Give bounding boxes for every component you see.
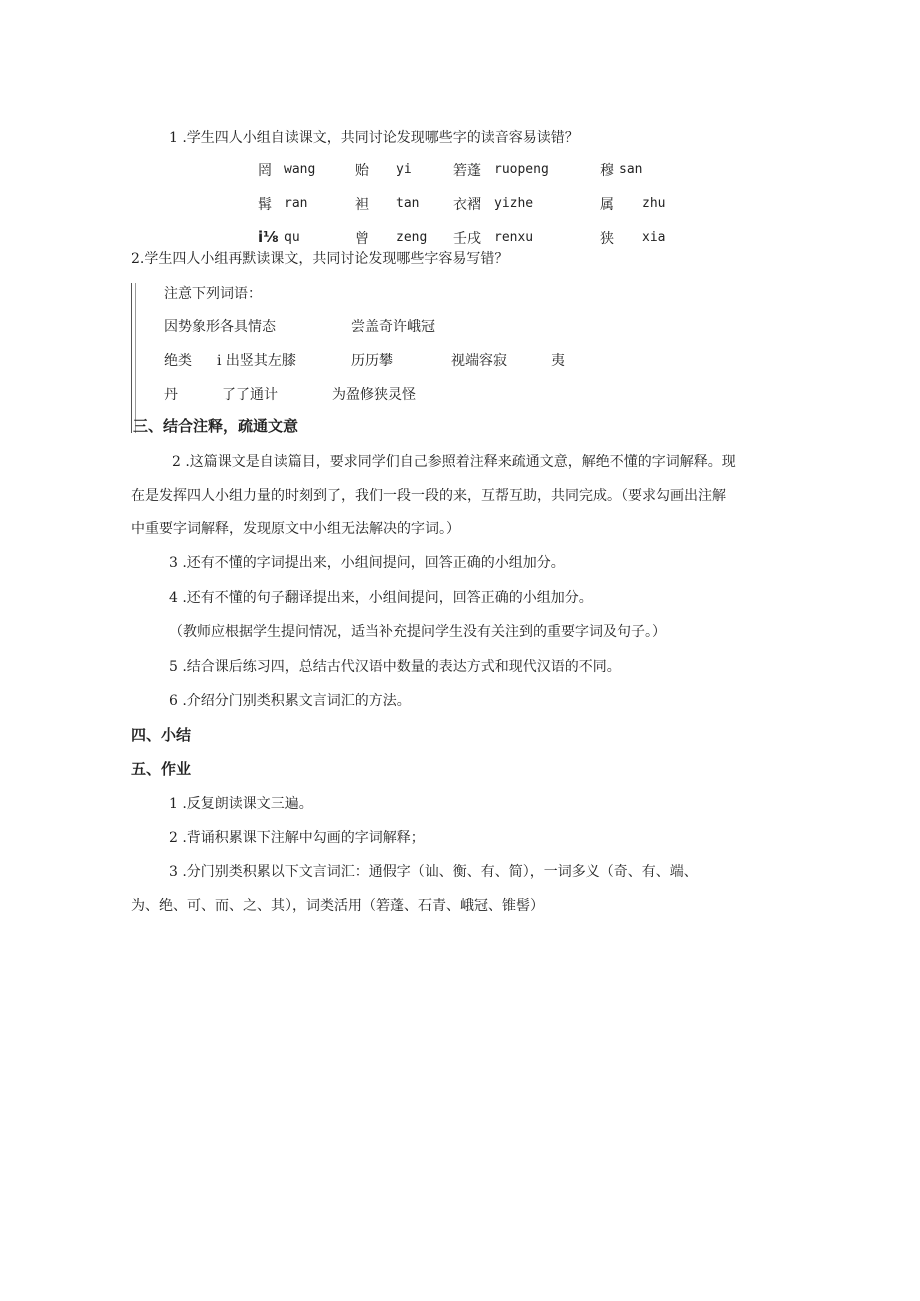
section-3-heading: 三、结合注释，疏通文意: [133, 417, 299, 435]
question-1: 1 .学生四人小组自读课文，共同讨论发现哪些字的读音容易读错？: [169, 130, 579, 146]
pron-pinyin: wang: [284, 162, 316, 177]
pron-char: 贻: [355, 163, 369, 179]
pron-char: i⅛: [258, 228, 279, 246]
word-item: i 出竖其左膝: [217, 353, 296, 369]
pron-char: 箬蓬: [453, 163, 481, 179]
section-3-item: 5 .结合课后练习四，总结古代汉语中数量的表达方式和现代汉语的不同。: [169, 659, 621, 675]
pron-pinyin: ran: [284, 196, 308, 211]
section-5-item: 3 .分门别类积累以下文言词汇：通假字（讪、衡、有、简），一词多义（奇、有、端、: [169, 864, 698, 880]
margin-bar: [131, 283, 132, 433]
note-title: 注意下列词语：: [164, 286, 262, 302]
pron-char: 壬戌: [453, 231, 481, 247]
pron-pinyin: ruopeng: [494, 162, 549, 177]
word-item: 视端容寂: [451, 353, 507, 369]
section-5-item: 2 .背诵积累课下注解中勾画的字词解释；: [169, 830, 425, 846]
section-3-item: 在是发挥四人小组力量的时刻到了，我们一段一段的来，互帮互助，共同完成。（要求勾画出注解: [131, 488, 726, 504]
section-5-item: 为、绝、可、而、之、其），词类活用（箬蓬、石青、峨冠、锥髻）: [131, 898, 544, 914]
word-item: 尝盖奇许峨冠: [351, 319, 435, 335]
pron-char: 髯: [258, 197, 272, 213]
pron-char: 罔: [258, 163, 272, 179]
pron-pinyin: yi: [396, 162, 412, 177]
section-3-item: 4 .还有不懂的句子翻译提出来，小组间提问，回答正确的小组加分。: [169, 590, 593, 606]
section-3-item: （教师应根据学生提问情况，适当补充提问学生没有关注到的重要字词及句子。）: [169, 624, 666, 640]
pron-pinyin: renxu: [494, 230, 534, 245]
word-item: 绝类: [164, 353, 192, 369]
word-item: 因势象形各具情态: [164, 319, 276, 335]
pron-char: 狭: [600, 231, 614, 247]
pron-pinyin: san: [619, 162, 643, 177]
word-item: 丹: [164, 387, 178, 403]
pron-pinyin: zhu: [642, 196, 666, 211]
section-5-item: 1 .反复朗读课文三遍。: [169, 796, 313, 812]
pron-char: 曾: [355, 231, 369, 247]
pron-pinyin: yizhe: [494, 196, 534, 211]
section-5-heading: 五、作业: [131, 760, 192, 778]
pron-char: 属: [600, 197, 614, 213]
word-item: 历历攀: [351, 353, 393, 369]
pron-char: 穆: [600, 163, 614, 179]
pron-pinyin: qu: [284, 230, 300, 245]
question-2: 2.学生四人小组再默读课文，共同讨论发现哪些字容易写错？: [131, 251, 509, 267]
section-3-item: 2 .这篇课文是自读篇目，要求同学们自己参照着注释来疏通文意，解绝不懂的字词解释。现: [172, 454, 736, 470]
pron-pinyin: xia: [642, 230, 666, 245]
section-3-item: 中重要字词解释，发现原文中小组无法解决的字词。）: [131, 521, 460, 537]
pron-char: 衣褶: [453, 197, 481, 213]
section-4-heading: 四、小结: [131, 726, 192, 744]
word-item: 了了通计: [222, 387, 278, 403]
section-3-item: 3 .还有不懂的字词提出来，小组间提问，回答正确的小组加分。: [169, 555, 565, 571]
section-3-item: 6 .介绍分门别类积累文言词汇的方法。: [169, 693, 411, 709]
word-item: 为盈修狭灵怪: [332, 387, 416, 403]
pron-pinyin: tan: [396, 196, 420, 211]
pron-char: 袒: [355, 197, 369, 213]
word-item: 夷: [551, 353, 565, 369]
margin-bar: [135, 283, 136, 433]
pron-pinyin: zeng: [396, 230, 428, 245]
